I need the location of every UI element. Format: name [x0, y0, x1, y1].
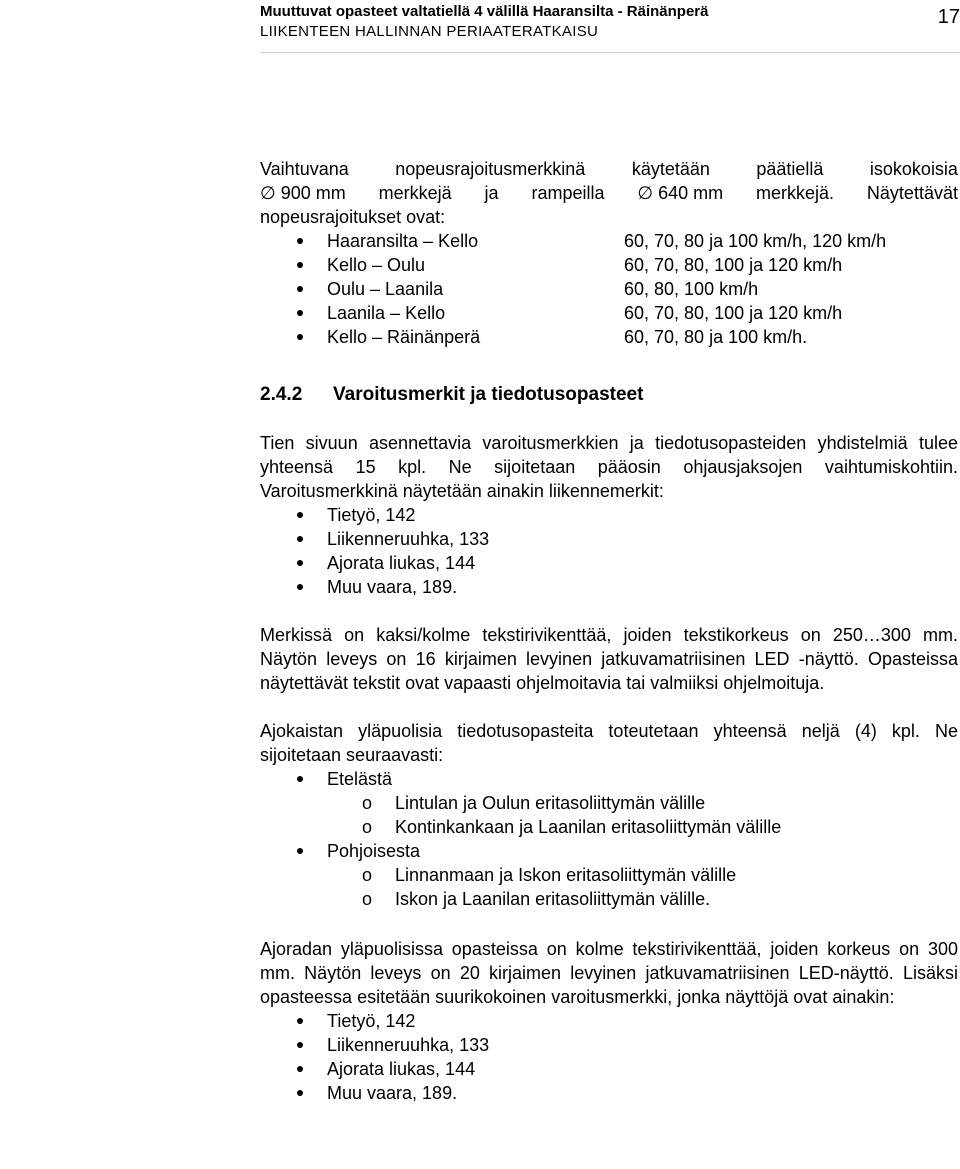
- intro-word: Näytettävät: [866, 183, 958, 203]
- intro-paragraph: [260, 157, 958, 229]
- route-name: Oulu – Laanila: [327, 279, 444, 299]
- intro-word: ja: [484, 183, 499, 203]
- list-item: [260, 325, 958, 349]
- warning-sign-list: [260, 503, 958, 599]
- sub-list-item: [260, 791, 958, 815]
- diameter-symbol: ∅: [637, 183, 654, 203]
- placement-list: [260, 839, 958, 863]
- sub-list-item: [260, 887, 958, 911]
- paragraph: Tien sivuun asennettavia varoitusmerkkien ja tiedotusopasteiden yhdistelmiä tulee yhteensä 15 kpl. Ne sijoitetaan pääosin ohjausjaksojen vaihtumiskohtiin. Varoitusmerkkinä näytetään ainakin liikennemerkit:: [260, 433, 958, 501]
- route-limits: 60, 70, 80, 100 ja 120 km/h: [624, 303, 843, 323]
- sub-list-item: [260, 863, 958, 887]
- header-divider: [260, 52, 960, 53]
- route-name: Haaransilta – Kello: [327, 231, 479, 251]
- sub-list-text: Linnanmaan ja Iskon eritasoliittymän välille: [395, 865, 737, 885]
- route-limits: 60, 70, 80, 100 ja 120 km/h: [624, 255, 843, 275]
- list-item: [260, 229, 958, 253]
- intro-word: merkkejä: [378, 183, 452, 203]
- sub-list-text: Lintulan ja Oulun eritasoliittymän välille: [395, 793, 706, 813]
- document-body: [260, 157, 958, 1105]
- intro-line-2: [260, 181, 958, 205]
- placement-list: [260, 767, 958, 791]
- intro-word: merkkejä.: [756, 183, 835, 203]
- sub-bullet-marker: o: [362, 889, 373, 909]
- route-limits: 60, 70, 80 ja 100 km/h.: [624, 327, 808, 347]
- paragraph: Ajokaistan yläpuolisia tiedotusopasteita toteutetaan yhteensä neljä (4) kpl. Ne sijoitetaan seuraavasti:: [260, 721, 958, 765]
- list-item: Liikenneruuhka, 133: [260, 527, 958, 551]
- page-header: [260, 2, 960, 42]
- document-subtitle: LIIKENTEEN HALLINNAN PERIAATERATKAISU: [260, 23, 599, 40]
- sub-list-item: [260, 815, 958, 839]
- intro-word: nopeusrajoitusmerkkinä: [395, 159, 586, 179]
- route-name: Laanila – Kello: [327, 303, 446, 323]
- list-item: Ajorata liukas, 144: [260, 551, 958, 575]
- route-name: Kello – Räinänperä: [327, 327, 481, 347]
- document-title: Muuttuvat opasteet valtatiellä 4 välillä Haaransilta - Räinänperä: [260, 3, 709, 20]
- paragraph: Ajoradan yläpuolisissa opasteissa on kolme tekstirivikenttää, joiden korkeus on 300 mm. Näytön leveys on 20 kirjaimen levyinen jatkuvamatriisinen LED-näyttö. Lisäksi opasteessa esitetään suurikokoinen varoitusmerkki, jonka näyttöjä ovat ainakin:: [260, 939, 958, 1007]
- intro-word: Vaihtuvana: [260, 159, 349, 179]
- paragraph: Merkissä on kaksi/kolme tekstirivikenttää, joiden tekstikorkeus on 250…300 mm. Näytön leveys on 16 kirjaimen levyinen jatkuvamatriisinen LED -näyttö. Opasteissa näytettävät tekstit ovat vapaasti ohjelmoitavia tai valmiiksi ohjelmoituja.: [260, 625, 958, 693]
- intro-word: päätiellä: [756, 159, 824, 179]
- diameter-symbol: ∅: [260, 183, 276, 203]
- route-name: Kello – Oulu: [327, 255, 426, 275]
- list-item: Etelästä: [260, 767, 958, 791]
- list-item: Liikenneruuhka, 133: [260, 1033, 958, 1057]
- sub-bullet-marker: o: [362, 817, 373, 837]
- list-item: Ajorata liukas, 144: [260, 1057, 958, 1081]
- route-limits: 60, 80, 100 km/h: [624, 279, 759, 299]
- list-item: [260, 277, 958, 301]
- list-item: Pohjoisesta: [260, 839, 958, 863]
- route-limits: 60, 70, 80 ja 100 km/h, 120 km/h: [624, 231, 887, 251]
- intro-word: 900 mm: [280, 183, 346, 203]
- sub-bullet-marker: o: [362, 865, 373, 885]
- sub-list-text: Kontinkankaan ja Laanilan eritasoliittymän välille: [395, 817, 782, 837]
- speed-limit-list: [260, 229, 958, 349]
- list-item: [260, 253, 958, 277]
- intro-word: käytetään: [631, 159, 710, 179]
- placement-sublist: [260, 791, 958, 839]
- intro-word: 640 mm: [658, 183, 724, 203]
- list-item: Muu vaara, 189.: [260, 1081, 958, 1105]
- list-item: [260, 301, 958, 325]
- sub-bullet-marker: o: [362, 793, 373, 813]
- list-item: Tietyö, 142: [260, 1009, 958, 1033]
- page-number: 17: [937, 6, 960, 28]
- sub-list-text: Iskon ja Laanilan eritasoliittymän välille.: [395, 889, 711, 909]
- section-heading: [260, 383, 958, 407]
- intro-word: isokokoisia: [869, 159, 958, 179]
- section-number: 2.4.2: [260, 384, 303, 405]
- list-item: Muu vaara, 189.: [260, 575, 958, 599]
- placement-sublist: [260, 863, 958, 911]
- intro-word: rampeilla: [531, 183, 605, 203]
- list-item: Tietyö, 142: [260, 503, 958, 527]
- intro-line-1: [260, 157, 958, 181]
- warning-sign-list: [260, 1009, 958, 1105]
- intro-line-3: nopeusrajoitukset ovat:: [260, 207, 446, 227]
- section-title: Varoitusmerkit ja tiedotusopasteet: [333, 384, 644, 405]
